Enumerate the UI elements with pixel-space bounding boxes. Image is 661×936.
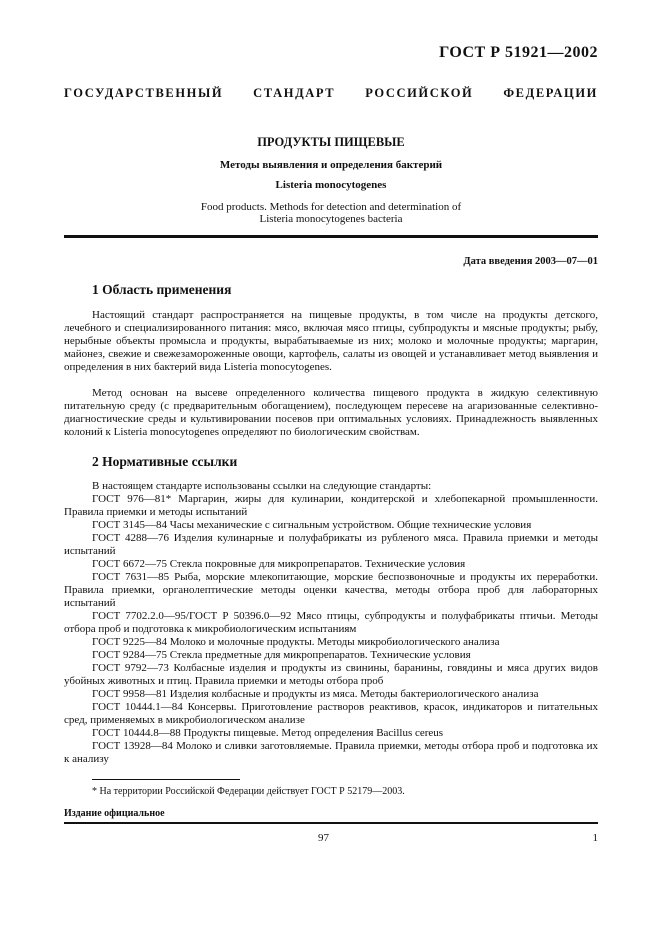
reference-item: ГОСТ 9792—73 Колбасные изделия и продукты из свинины, баранины, говядины и мяса других видов убойных животных и птиц. Правила приемки и методы отбора проб	[64, 662, 598, 687]
title-main: ПРОДУКТЫ ПИЩЕВЫЕ	[257, 135, 405, 149]
standard-title: ГОСУДАРСТВЕННЫЙ СТАНДАРТ РОССИЙСКОЙ ФЕДЕРАЦИИ	[64, 86, 598, 100]
publication-note: Издание официальное	[64, 808, 165, 819]
reference-item: ГОСТ 6672—75 Стекла покровные для микропрепаратов. Технические условия	[92, 558, 466, 570]
header-rule	[64, 235, 598, 238]
title-english-line-1: Food products. Methods for detection and determination of	[200, 201, 462, 213]
section-1-paragraph-2: Метод основан на высеве определенного количества пищевого продукта в жидкую селективную питательную среду (с предварительным обогащением), последующем пересеве на агаризованные селективно-диагностические среды и культивировании посевов при оптимальных условиях. Принадлежность выявленных колоний к Listeria monocytogenes определяют по биологическим свойствам.	[64, 387, 598, 438]
title-english-line-2: Listeria monocytogenes bacteria	[259, 213, 403, 225]
reference-item: ГОСТ 9958—81 Изделия колбасные и продукты из мяса. Методы бактериологического анализа	[92, 688, 539, 700]
reference-item: ГОСТ 4288—76 Изделия кулинарные и полуфабрикаты из рубленого мяса. Правила приемки и методы испытаний	[64, 532, 598, 557]
reference-item: ГОСТ 9225—84 Молоко и молочные продукты. Методы микробиологического анализа	[92, 636, 500, 648]
section-1-heading: 1 Область применения	[92, 282, 232, 297]
references-list	[64, 480, 598, 766]
section-2-heading: 2 Нормативные ссылки	[92, 454, 238, 469]
title-block	[64, 135, 598, 225]
references-intro: В настоящем стандарте использованы ссылки на следующие стандарты:	[92, 480, 432, 492]
footnote-rule	[92, 779, 240, 780]
document-number: ГОСТ Р 51921—2002	[439, 44, 598, 61]
title-subtitle: Методы выявления и определения бактерий	[219, 159, 443, 171]
reference-item: ГОСТ 10444.8—88 Продукты пищевые. Метод определения Bacillus cereus	[92, 727, 444, 739]
reference-item: ГОСТ 7631—85 Рыба, морские млекопитающие, морские беспозвоночные и продукты их переработки. Правила приемки, органолептические методы оценки качества, методы отбора проб для лабораторных испытаний	[64, 571, 598, 609]
reference-item: ГОСТ 976—81* Маргарин, жиры для кулинарии, кондитерской и хлебопекарной промышленности. Правила приемки и методы испытаний	[64, 493, 598, 518]
footnote: * На территории Российской Федерации действует ГОСТ Р 52179—2003.	[92, 786, 405, 797]
reference-item: ГОСТ 13928—84 Молоко и сливки заготовляемые. Правила приемки, методы отбора проб и подготовка их к анализу	[64, 740, 598, 765]
section-1-paragraph-1: Настоящий стандарт распространяется на пищевые продукты, в том числе на продукты детского, лечебного и специализированного питания: мясо, включая мясо птицы, субпродукты и мясные продукты; рыбу, нерыбные объекты промысла и продукты, вырабатываемые из них; молоко и молочные продукты; маргарин, майонез, свежие и свежезамороженные овощи, картофель, салаты из овощей и устанавливает метод выявления и определения в них бактерий вида Listeria monocytogenes.	[64, 309, 598, 373]
title-english	[64, 201, 598, 225]
footer-rule	[64, 822, 598, 824]
reference-item: ГОСТ 7702.2.0—95/ГОСТ Р 50396.0—92 Мясо птицы, субпродукты и полуфабрикаты птичьи. Методы отбора проб и подготовка к микробиологическим испытаниям	[64, 610, 598, 635]
reference-item: ГОСТ 10444.1—84 Консервы. Приготовление растворов реактивов, красок, индикаторов и питательных сред, применяемых в микробиологическом анализе	[64, 701, 598, 726]
title-organism: Listeria monocytogenes	[275, 179, 387, 191]
sheet-number: 1	[592, 832, 598, 844]
reference-item: ГОСТ 3145—84 Часы механические с сигнальным устройством. Общие технические условия	[92, 519, 532, 531]
page-number: 97	[318, 832, 329, 844]
reference-item: ГОСТ 9284—75 Стекла предметные для микропрепаратов. Технические условия	[92, 649, 471, 661]
introduction-date: Дата введения 2003—07—01	[463, 256, 598, 267]
